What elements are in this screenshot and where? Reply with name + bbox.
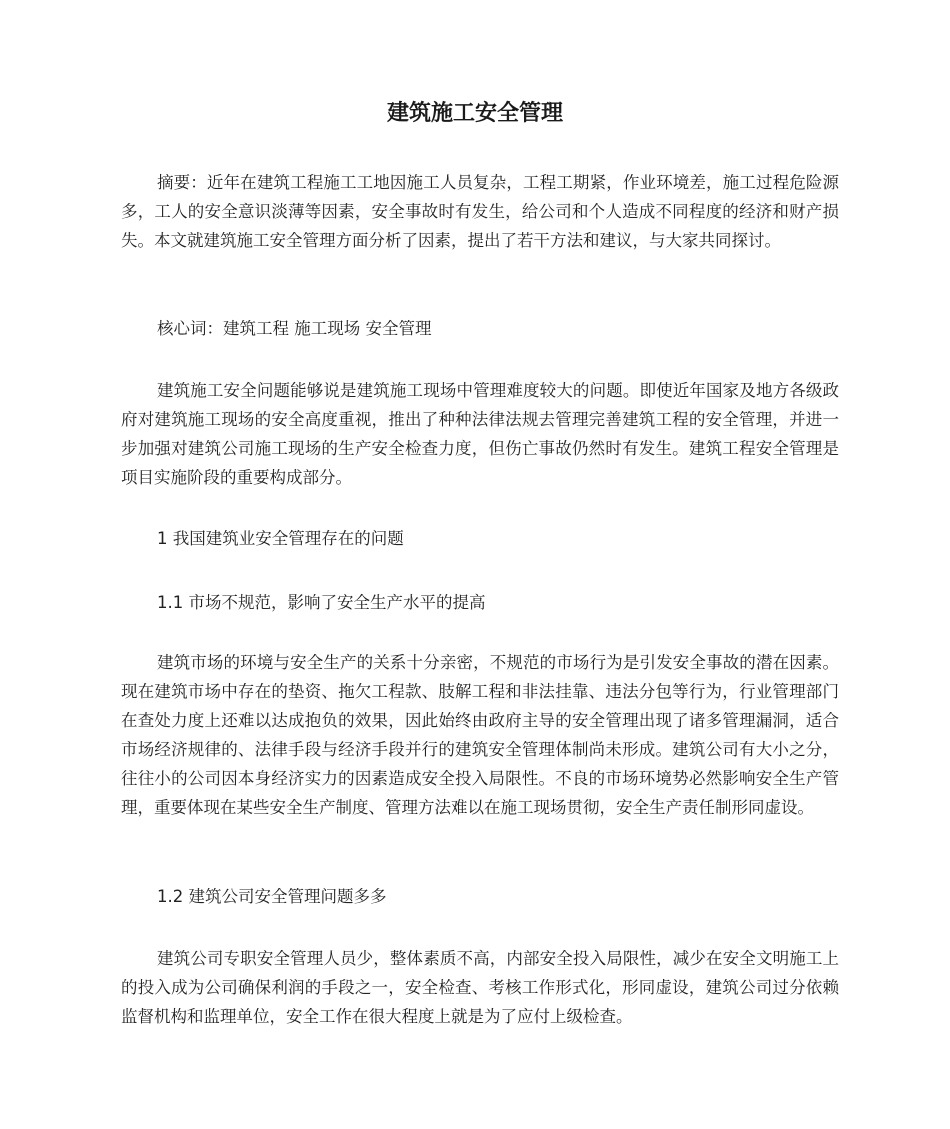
document-title: 建筑施工安全管理 xyxy=(386,101,563,126)
section-heading-1-1: 1.1 市场不规范，影响了安全生产水平的提高 xyxy=(157,593,486,612)
company-paragraph: 建筑公司专职安全管理人员少，整体素质不高，内部安全投入局限性，减少在安全文明施工上的投入成为公司确保利润的手段之一，安全检查、考核工作形式化，形同虚设，建筑公司过分依赖监督机构和监理单位，安全工作在很大程度上就是为了应付上级检查。 xyxy=(121,949,839,1026)
intro-paragraph: 建筑施工安全问题能够说是建筑施工现场中管理难度较大的问题。即使近年国家及地方各级政府对建筑施工现场的安全高度重视，推出了种种法律法规去管理完善建筑工程的安全管理，并进一步加强对建筑公司施工现场的生产安全检查力度，但伤亡事故仍然时有发生。建筑工程安全管理是项目实施阶段的重要构成部分。 xyxy=(121,381,839,487)
abstract-paragraph: 摘要：近年在建筑工程施工工地因施工人员复杂，工程工期紧，作业环境差，施工过程危险源多，工人的安全意识淡薄等因素，安全事故时有发生，给公司和个人造成不同程度的经济和财产损失。本文就建筑施工安全管理方面分析了因素，提出了若干方法和建议，与大家共同探讨。 xyxy=(121,173,839,250)
section-heading-1-2: 1.2 建筑公司安全管理问题多多 xyxy=(157,887,387,906)
keywords-line: 核心词：建筑工程 施工现场 安全管理 xyxy=(157,319,432,338)
section-heading-1: 1 我国建筑业安全管理存在的问题 xyxy=(157,529,404,548)
market-paragraph: 建筑市场的环境与安全生产的关系十分亲密，不规范的市场行为是引发安全事故的潜在因素。现在建筑市场中存在的垫资、拖欠工程款、肢解工程和非法挂靠、违法分包等行为，行业管理部门在查处力度上还难以达成抱负的效果，因此始终由政府主导的安全管理出现了诸多管理漏洞，适合市场经济规律的、法律手段与经济手段并行的建筑安全管理体制尚未形成。建筑公司有大小之分，往往小的公司因本身经济实力的因素造成安全投入局限性。不良的市场环境势必然影响安全生产管理，重要体现在某些安全生产制度、管理方法难以在施工现场贯彻，安全生产责任制形同虚设。 xyxy=(121,653,839,817)
